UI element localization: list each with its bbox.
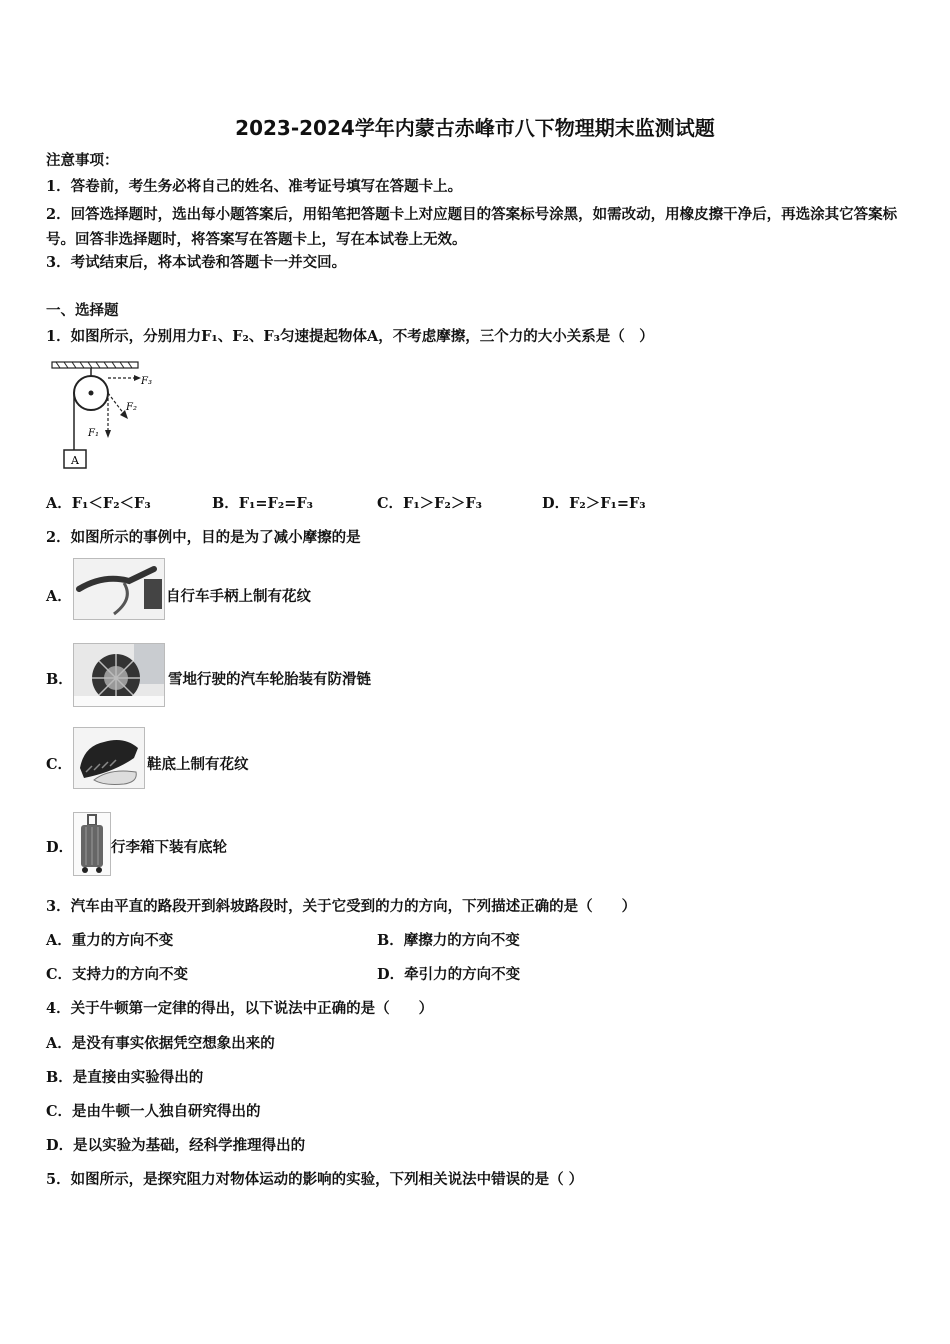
q4-option-b: B．是直接由实验得出的 [46,1069,204,1086]
bicycle-handle-image [73,558,165,620]
q1-stem: 1．如图所示，分别用力F₁、F₂、F₃匀速提起物体A，不考虑摩擦，三个力的大小关系是（ ） [46,328,654,345]
q1-option-d: D．F₂＞F₁=F₃ [542,495,646,512]
luggage-wheels-image [73,812,111,876]
q1-option-c: C．F₁＞F₂＞F₃ [377,495,482,512]
pulley-diagram [46,358,158,478]
q2-option-a-letter: A． [46,588,72,605]
q2-stem: 2．如图所示的事例中，目的是为了减小摩擦的是 [46,529,361,546]
q2-option-b-text: 雪地行驶的汽车轮胎装有防滑链 [168,671,371,688]
notice-heading: 注意事项： [46,152,119,169]
q1-option-a: A．F₁＜F₂＜F₃ [46,495,151,512]
shoe-sole-image [73,727,145,789]
q1-option-b: B．F₁=F₂=F₃ [212,495,313,512]
q2-option-c-text: 鞋底上制有花纹 [147,756,249,773]
q2-option-b-letter: B． [46,671,73,688]
q3-stem: 3．汽车由平直的路段开到斜坡路段时，关于它受到的力的方向，下列描述正确的是（ ） [46,898,637,915]
q2-option-d-letter: D． [46,839,74,856]
q3-option-d: D．牵引力的方向不变 [377,966,521,983]
q4-option-c: C．是由牛顿一人独自研究得出的 [46,1103,261,1120]
q4-option-d: D．是以实验为基础，经科学推理得出的 [46,1137,306,1154]
page-title: 2023-2024学年内蒙古赤峰市八下物理期末监测试题 [235,116,715,140]
snow-chain-tire-image [73,643,165,707]
block-label: A [71,454,79,467]
q3-option-a: A．重力的方向不变 [46,932,174,949]
notice-item-2: 2．回答选择题时，选出每小题答案后，用铅笔把答题卡上对应题目的答案标号涂黑，如需改动，用橡皮擦干净后，再选涂其它答案标号。回答非选择题时，将答案写在答题卡上，写在本试卷上无效。 [46,206,898,248]
f3-label: F₃ [141,376,152,387]
notice-item-1: 1．答卷前，考生务必将自己的姓名、准考证号填写在答题卡上。 [46,178,463,195]
q2-option-c-letter: C． [46,756,73,773]
q2-option-d-text: 行李箱下装有底轮 [111,839,227,856]
f1-label: F₁ [88,428,99,439]
q3-option-b: B．摩擦力的方向不变 [377,932,520,949]
f2-label: F₂ [126,402,137,413]
q3-option-c: C．支持力的方向不变 [46,966,189,983]
q5-stem: 5．如图所示，是探究阻力对物体运动的影响的实验，下列相关说法中错误的是（ ） [46,1171,584,1188]
q4-option-a: A．是没有事实依据凭空想象出来的 [46,1035,275,1052]
section-heading: 一、选择题 [46,302,119,319]
q2-option-a-text: 自行车手柄上制有花纹 [166,588,311,605]
notice-item-3: 3．考试结束后，将本试卷和答题卡一并交回。 [46,254,347,271]
q4-stem: 4．关于牛顿第一定律的得出，以下说法中正确的是（ ） [46,1000,434,1017]
